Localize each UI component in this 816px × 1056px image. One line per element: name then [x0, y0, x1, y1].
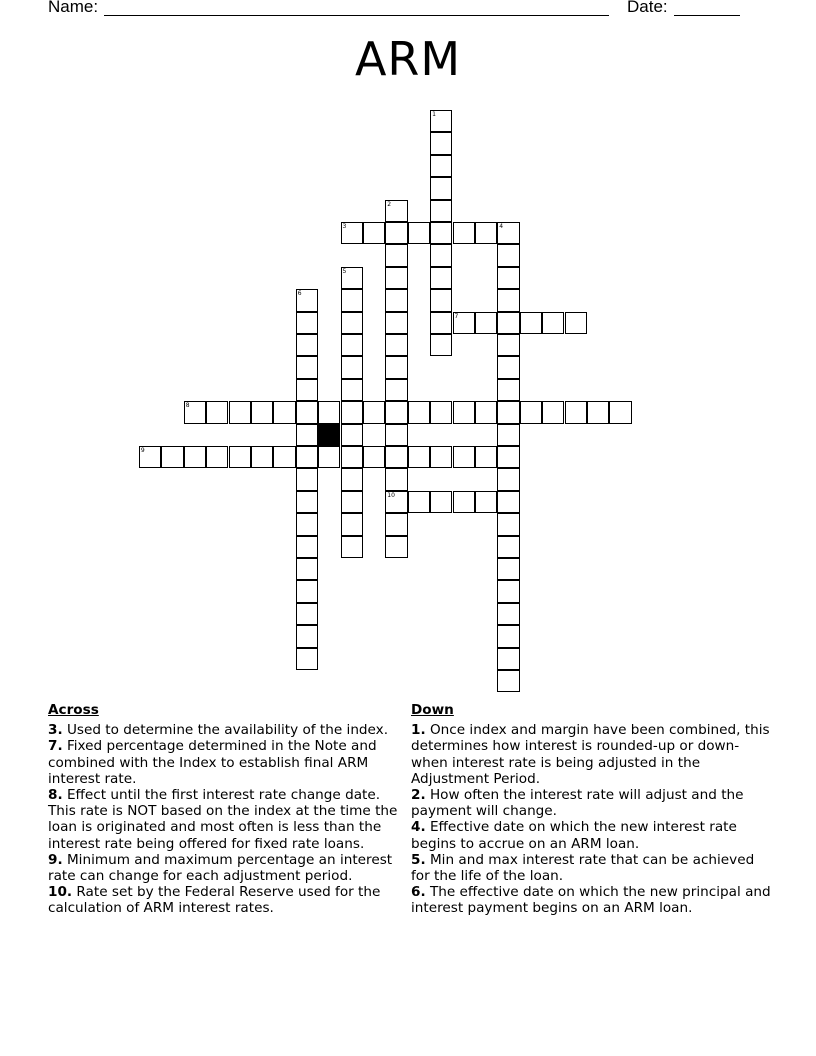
grid-cell[interactable]	[385, 334, 407, 356]
grid-cell[interactable]	[341, 379, 363, 401]
clue-num: 5.	[411, 851, 426, 868]
grid-cell[interactable]	[341, 491, 363, 513]
grid-cell[interactable]	[430, 155, 452, 177]
grid-cell[interactable]	[184, 446, 206, 468]
clue-num: 6.	[411, 884, 426, 901]
grid-cell[interactable]	[341, 401, 363, 423]
across-heading: Across	[48, 702, 99, 718]
grid-cell[interactable]	[475, 312, 497, 334]
grid-cell[interactable]	[296, 289, 318, 311]
grid-cell[interactable]	[385, 446, 407, 468]
clue-number: 1	[432, 111, 436, 118]
down-clue	[411, 884, 771, 916]
grid-cell[interactable]	[453, 222, 475, 244]
clue-number: 3	[342, 223, 347, 230]
grid-cell[interactable]	[385, 513, 407, 535]
grid-cell[interactable]	[251, 446, 273, 468]
grid-cell[interactable]	[296, 625, 318, 647]
grid-cell[interactable]	[273, 446, 295, 468]
clue-num: 2.	[411, 787, 426, 804]
grid-cell[interactable]	[497, 267, 519, 289]
clue-number: 4	[499, 223, 504, 230]
down-clue	[411, 722, 771, 787]
down-clue-list	[411, 722, 771, 916]
grid-cell[interactable]	[497, 491, 519, 513]
grid-cell[interactable]	[296, 424, 318, 446]
down-clues	[411, 702, 771, 917]
clue-text: The effective date on which the new principal and interest payment begins on an ARM loan.	[411, 884, 771, 917]
grid-cell[interactable]	[497, 356, 519, 378]
grid-cell[interactable]	[385, 222, 407, 244]
grid-cell[interactable]	[296, 513, 318, 535]
grid-cell[interactable]	[520, 401, 542, 423]
grid-cell[interactable]	[497, 558, 519, 580]
date-label: Date:	[627, 0, 668, 16]
grid-cell[interactable]	[587, 401, 609, 423]
grid-cell[interactable]	[430, 491, 452, 513]
grid-cell[interactable]	[341, 312, 363, 334]
grid-cell[interactable]	[497, 468, 519, 490]
grid-cell[interactable]	[430, 200, 452, 222]
clue-number: 2	[387, 200, 392, 208]
grid-cell[interactable]	[341, 222, 363, 244]
grid-cell[interactable]	[341, 536, 363, 558]
grid-cell[interactable]	[385, 356, 407, 378]
grid-cell[interactable]	[453, 401, 475, 423]
grid-cell[interactable]	[430, 334, 452, 356]
grid-cell[interactable]	[430, 446, 452, 468]
grid-cell[interactable]	[139, 446, 161, 468]
clue-text: How often the interest rate will adjust and the payment will change.	[411, 787, 744, 820]
grid-cell[interactable]	[497, 312, 519, 334]
grid-cell[interactable]	[408, 222, 430, 244]
grid-cell[interactable]	[273, 401, 295, 423]
across-clue-list	[48, 722, 410, 916]
grid-cell[interactable]	[542, 312, 564, 334]
grid-cell[interactable]	[497, 670, 519, 692]
grid-cell[interactable]	[497, 424, 519, 446]
grid-cell[interactable]	[430, 289, 452, 311]
grid-cell[interactable]	[341, 289, 363, 311]
grid-cell[interactable]	[497, 289, 519, 311]
grid-cell[interactable]	[408, 401, 430, 423]
grid-cell[interactable]	[161, 446, 183, 468]
grid-cell[interactable]	[497, 222, 519, 244]
grid-cell[interactable]	[296, 334, 318, 356]
grid-cell[interactable]	[385, 289, 407, 311]
grid-cell[interactable]	[385, 491, 407, 513]
grid-cell[interactable]	[497, 446, 519, 468]
grid-cell[interactable]	[341, 446, 363, 468]
grid-cell[interactable]	[296, 446, 318, 468]
down-clue	[411, 852, 771, 884]
grid-cell[interactable]	[475, 446, 497, 468]
grid-cell[interactable]	[318, 401, 340, 423]
clue-number: 7	[454, 312, 459, 320]
grid-cell[interactable]	[296, 648, 318, 670]
grid-cell[interactable]	[497, 536, 519, 558]
clue-number: 8	[185, 402, 190, 410]
grid-cell[interactable]	[565, 401, 587, 423]
grid-cell[interactable]	[385, 267, 407, 289]
across-clue	[48, 738, 410, 787]
clue-num: 7.	[48, 738, 63, 755]
grid-cell[interactable]	[229, 446, 251, 468]
grid-cell[interactable]	[341, 468, 363, 490]
grid-cell[interactable]	[497, 401, 519, 423]
clue-num: 10.	[48, 884, 73, 901]
grid-cell[interactable]	[475, 222, 497, 244]
grid-cell[interactable]	[184, 401, 206, 423]
clue-num: 8.	[48, 787, 63, 804]
clue-num: 1.	[411, 722, 426, 739]
grid-cell[interactable]	[341, 356, 363, 378]
grid-cell[interactable]	[430, 110, 452, 132]
clue-number: 9	[140, 447, 145, 454]
grid-cell[interactable]	[296, 468, 318, 490]
black-cell	[318, 424, 340, 446]
grid-cell[interactable]	[430, 267, 452, 289]
grid-cell[interactable]	[565, 312, 587, 334]
across-clue	[48, 787, 410, 852]
grid-cell[interactable]	[520, 312, 542, 334]
grid-cell[interactable]	[609, 401, 631, 423]
grid-cell[interactable]	[430, 132, 452, 154]
grid-cell[interactable]	[497, 513, 519, 535]
grid-cell[interactable]	[296, 379, 318, 401]
clue-number: 5	[342, 267, 347, 275]
grid-cell[interactable]	[296, 312, 318, 334]
clue-text: Once index and margin have been combined, this determines how interest is rounded-up or down- when interest rate is being adjusted in the Adjustment Period.	[411, 722, 770, 787]
grid-cell[interactable]	[385, 244, 407, 266]
grid-cell[interactable]	[363, 446, 385, 468]
grid-cell[interactable]	[497, 334, 519, 356]
grid-cell[interactable]	[251, 401, 273, 423]
clue-text: Effect until the first interest rate change date. This rate is NOT based on the index at the time the loan is originated and most often is less than the interest rate being offered for fixed rate loans.	[48, 787, 398, 852]
down-heading: Down	[411, 702, 454, 718]
down-clue	[411, 787, 771, 819]
grid-cell[interactable]	[497, 244, 519, 266]
grid-cell[interactable]	[296, 536, 318, 558]
grid-cell[interactable]	[206, 446, 228, 468]
grid-cell[interactable]	[475, 401, 497, 423]
across-clue	[48, 884, 410, 916]
grid-cell[interactable]	[497, 379, 519, 401]
grid-cell[interactable]	[453, 312, 475, 334]
clue-num: 4.	[411, 819, 426, 836]
grid-cell[interactable]	[497, 580, 519, 602]
grid-cell[interactable]	[206, 401, 228, 423]
grid-cell[interactable]	[363, 222, 385, 244]
grid-cell[interactable]	[408, 446, 430, 468]
clue-num: 9.	[48, 851, 63, 868]
name-label: Name:	[48, 0, 99, 16]
clue-number: 6	[297, 290, 302, 298]
across-clue	[48, 852, 410, 884]
grid-cell[interactable]	[408, 491, 430, 513]
grid-cell[interactable]	[453, 491, 475, 513]
grid-cell[interactable]	[385, 468, 407, 490]
grid-cell[interactable]	[341, 513, 363, 535]
grid-cell[interactable]	[296, 603, 318, 625]
grid-cell[interactable]	[296, 558, 318, 580]
grid-cell[interactable]	[385, 200, 407, 222]
grid-cell[interactable]	[385, 424, 407, 446]
grid-cell[interactable]	[430, 401, 452, 423]
grid-cell[interactable]	[453, 446, 475, 468]
grid-cell[interactable]	[363, 401, 385, 423]
grid-cell[interactable]	[341, 267, 363, 289]
clue-text: Fixed percentage determined in the Note and combined with the Index to establish final ARM interest rate.	[48, 738, 377, 787]
grid-cell[interactable]	[296, 580, 318, 602]
clue-text: Min and max interest rate that can be achieved for the life of the loan.	[411, 851, 755, 885]
clue-text: Effective date on which the new interest rate begins to accrue on an ARM loan.	[411, 819, 737, 852]
grid-cell[interactable]	[296, 401, 318, 423]
puzzle-title: ARM	[354, 32, 462, 86]
grid-cell[interactable]	[430, 244, 452, 266]
clue-num: 3.	[48, 722, 63, 739]
down-clue	[411, 819, 771, 851]
grid-cell[interactable]	[430, 222, 452, 244]
grid-cell[interactable]	[385, 312, 407, 334]
grid-cell[interactable]	[475, 491, 497, 513]
grid-cell[interactable]	[318, 446, 340, 468]
grid-cell[interactable]	[341, 424, 363, 446]
grid-cell[interactable]	[497, 603, 519, 625]
grid-cell[interactable]	[497, 625, 519, 647]
grid-cell[interactable]	[341, 334, 363, 356]
clue-number: 10	[387, 491, 395, 499]
grid-cell[interactable]	[430, 312, 452, 334]
grid-cell[interactable]	[430, 177, 452, 199]
grid-cell[interactable]	[296, 491, 318, 513]
clue-text: Rate set by the Federal Reserve used for the calculation of ARM interest rates.	[48, 884, 381, 917]
grid-cell[interactable]	[385, 536, 407, 558]
grid-cell[interactable]	[229, 401, 251, 423]
across-clue	[48, 722, 410, 738]
grid-cell[interactable]	[542, 401, 564, 423]
grid-cell[interactable]	[385, 379, 407, 401]
clue-text: Used to determine the availability of the index.	[62, 722, 389, 739]
clue-text: Minimum and maximum percentage an interest rate can change for each adjustment period.	[48, 851, 393, 885]
across-clues	[48, 702, 410, 917]
grid-cell[interactable]	[385, 401, 407, 423]
grid-cell[interactable]	[497, 648, 519, 670]
grid-cell[interactable]	[296, 356, 318, 378]
